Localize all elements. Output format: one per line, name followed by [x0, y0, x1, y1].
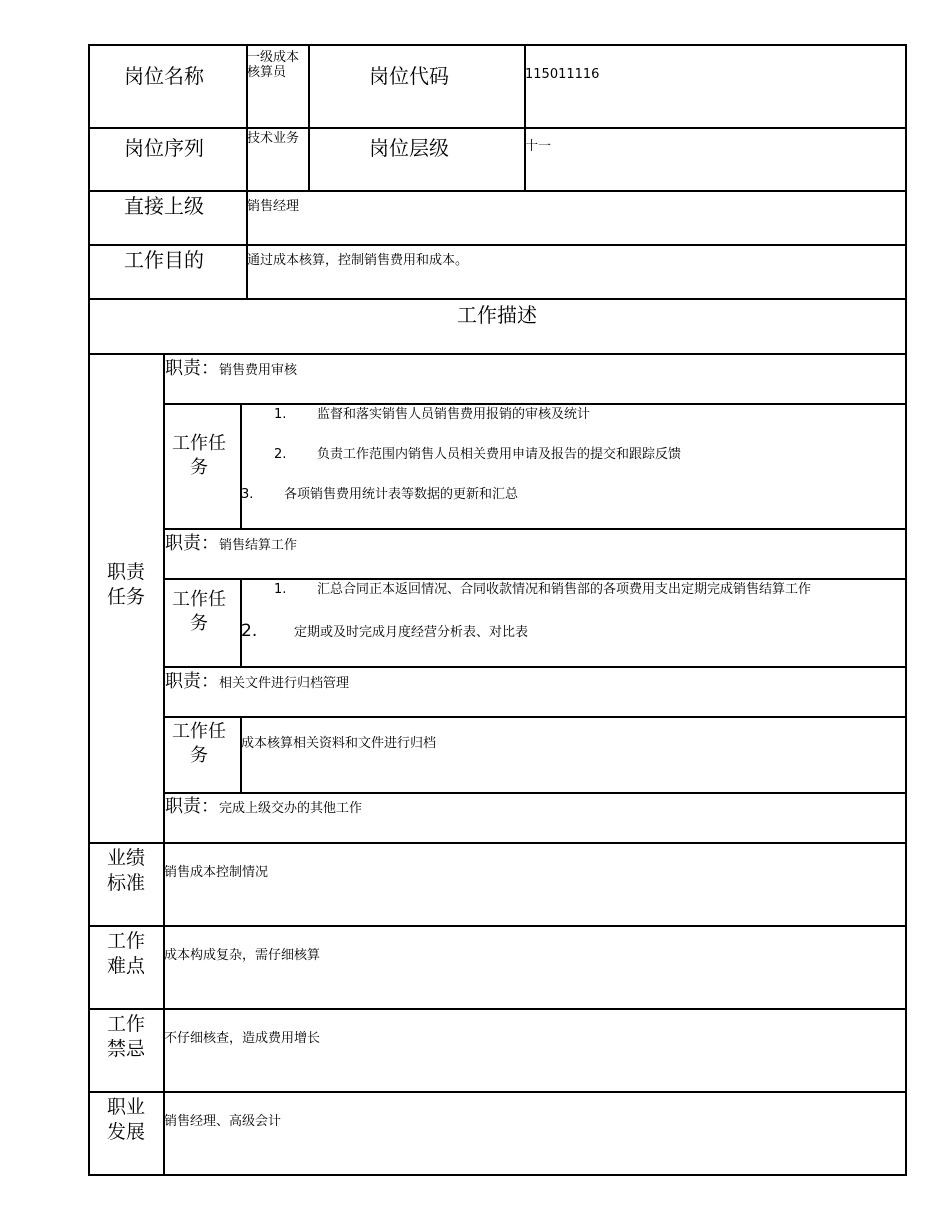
row-divider	[88, 1008, 907, 1010]
task-number: 3.	[241, 487, 254, 502]
taboo-value: 不仔细核查，造成费用增长	[164, 1031, 321, 1046]
duty-prefix: 职责：	[165, 358, 219, 379]
task-text: 各项销售费用统计表等数据的更新和汇总	[284, 487, 519, 502]
row-divider	[163, 792, 907, 794]
table-border-top	[88, 44, 907, 46]
task-number: 1.	[274, 582, 287, 597]
task-text: 汇总合同正本返回情况、合同收款情况和销售部的各项费用支出定期完成销售结算工作	[317, 582, 812, 597]
description-title: 工作描述	[457, 303, 537, 327]
row-divider	[88, 842, 907, 844]
position-series-label: 岗位序列	[124, 136, 204, 160]
supervisor-value: 销售经理	[247, 199, 300, 214]
row-divider	[88, 353, 907, 355]
duty-prefix: 职责：	[165, 671, 219, 692]
row-divider	[163, 666, 907, 668]
purpose-label: 工作目的	[124, 248, 204, 272]
duty-name: 销售费用审核	[219, 363, 298, 378]
row-divider	[88, 244, 907, 246]
position-level-label: 岗位层级	[369, 136, 449, 160]
position-name-value: 一级成本核算员	[247, 50, 300, 80]
duty-row	[165, 796, 362, 818]
duty-row	[165, 671, 349, 693]
duty-prefix: 职责：	[165, 533, 219, 554]
difficulty-label: 工作难点	[106, 930, 145, 977]
position-series-value: 技术业务	[247, 131, 300, 146]
position-code-label: 岗位代码	[369, 64, 449, 88]
performance-value: 销售成本控制情况	[164, 865, 269, 880]
career-value: 销售经理、高级会计	[164, 1114, 282, 1129]
performance-label: 业绩标准	[106, 847, 145, 894]
taboo-label: 工作禁忌	[106, 1013, 145, 1060]
col-divider	[240, 403, 242, 529]
duty-name: 相关文件进行归档管理	[219, 676, 350, 691]
position-name-label: 岗位名称	[124, 64, 204, 88]
duty-name: 销售结算工作	[219, 538, 298, 553]
duty-row	[165, 533, 297, 555]
row-divider	[88, 190, 907, 192]
career-label: 职业发展	[106, 1096, 145, 1143]
row-divider	[163, 528, 907, 530]
row-divider	[88, 925, 907, 927]
supervisor-label: 直接上级	[124, 194, 204, 218]
row-divider	[163, 403, 907, 405]
row-divider	[88, 298, 907, 300]
row-divider	[163, 716, 907, 718]
row-divider	[88, 127, 907, 129]
position-level-value: 十一	[525, 139, 552, 154]
col-divider	[240, 716, 242, 793]
row-divider	[88, 1091, 907, 1093]
position-code-value: 115011116	[525, 67, 600, 82]
table-border-right	[905, 44, 907, 1175]
task-number: 2.	[274, 447, 287, 462]
duties-label: 职责任务	[106, 561, 145, 608]
row-divider	[163, 578, 907, 580]
col-divider	[163, 353, 165, 1175]
duty-name: 完成上级交办的其他工作	[219, 801, 363, 816]
task-text: 定期或及时完成月度经营分析表、对比表	[294, 625, 529, 640]
task-number: 1.	[274, 407, 287, 422]
duty-prefix: 职责：	[165, 796, 219, 817]
task-text: 负责工作范围内销售人员相关费用申请及报告的提交和跟踪反馈	[317, 447, 682, 462]
task-number: 2.	[241, 621, 258, 641]
difficulty-value: 成本构成复杂，需仔细核算	[164, 948, 321, 963]
task-label: 工作任务	[172, 433, 226, 478]
table-border-bottom	[88, 1174, 907, 1176]
task-text: 成本核算相关资料和文件进行归档	[241, 736, 437, 751]
task-text: 监督和落实销售人员销售费用报销的审核及统计	[317, 407, 591, 422]
task-label: 工作任务	[172, 589, 226, 634]
duty-row	[165, 358, 297, 380]
task-label: 工作任务	[172, 721, 226, 766]
purpose-value: 通过成本核算，控制销售费用和成本。	[247, 253, 469, 268]
col-divider	[308, 44, 310, 191]
table-border-left	[88, 44, 90, 1175]
